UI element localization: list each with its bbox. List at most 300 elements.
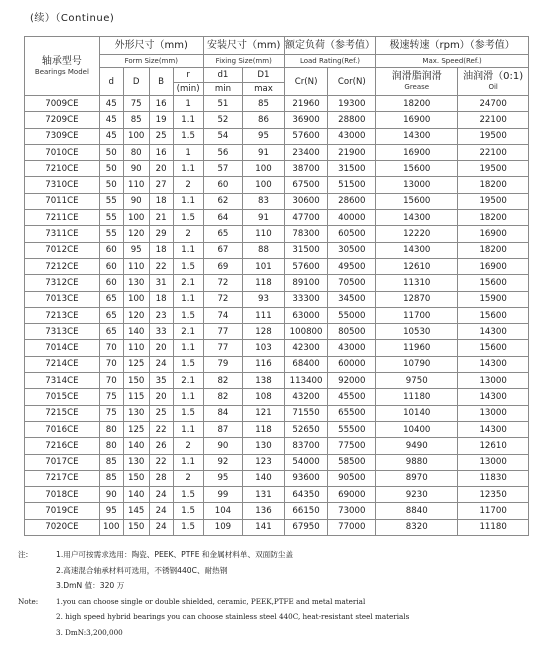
cell-D1-max: 111 (243, 307, 285, 323)
table-row (25, 161, 529, 177)
cell-r: 1.1 (173, 112, 203, 128)
cell-d1-min: 69 (203, 258, 242, 274)
cell-d1-min: 62 (203, 193, 242, 209)
note-en-3: 3. DmN:3,200,000 (56, 627, 123, 637)
cell-r: 1.1 (173, 291, 203, 307)
cell-model: 7014CE (25, 340, 100, 356)
cell-r: 1.5 (173, 503, 203, 519)
cell-D: 110 (123, 177, 149, 193)
cell-d: 45 (99, 112, 123, 128)
cell-cor: 55500 (328, 421, 376, 437)
header-D: D (123, 68, 149, 96)
cell-oil-speed: 12610 (458, 438, 529, 454)
cell-B: 20 (149, 389, 173, 405)
notes-section (18, 547, 409, 641)
cell-B: 18 (149, 242, 173, 258)
cell-model: 7015CE (25, 389, 100, 405)
cell-oil-speed: 11180 (458, 519, 529, 535)
cell-cor: 70500 (328, 275, 376, 291)
cell-model: 7217CE (25, 470, 100, 486)
header-model-en: Bearings Model (34, 67, 89, 76)
header-r: r (173, 68, 203, 83)
cell-D: 140 (123, 438, 149, 454)
cell-cor: 73000 (328, 503, 376, 519)
cell-r: 1.5 (173, 210, 203, 226)
cell-B: 28 (149, 470, 173, 486)
header-grease-cn: 润滑脂润滑 (391, 71, 442, 82)
cell-cor: 51500 (328, 177, 376, 193)
cell-cor: 34500 (328, 291, 376, 307)
header-max-speed-en (376, 55, 529, 68)
cell-cor: 55000 (328, 307, 376, 323)
cell-grease-speed: 8840 (376, 503, 458, 519)
cell-cor: 40000 (328, 210, 376, 226)
cell-cr: 30600 (284, 193, 328, 209)
table-row (25, 389, 529, 405)
note-en-2: 2. high speed hybrid bearings you can choose stainless steel 440C, heat-resistant steel materials (56, 612, 410, 622)
header-load-cn: 额定负荷（参考值） (284, 39, 375, 51)
cell-grease-speed: 14300 (376, 210, 458, 226)
cell-D: 75 (123, 96, 149, 112)
cell-model: 7216CE (25, 438, 100, 454)
cell-d: 50 (99, 177, 123, 193)
cell-grease-speed: 12870 (376, 291, 458, 307)
cell-model: 7009CE (25, 96, 100, 112)
cell-B: 22 (149, 454, 173, 470)
cell-B: 24 (149, 503, 173, 519)
cell-cr: 67950 (284, 519, 328, 535)
cell-d: 55 (99, 226, 123, 242)
cell-D1-max: 101 (243, 258, 285, 274)
header-d: d (99, 68, 123, 96)
cell-r: 2.1 (173, 275, 203, 291)
cell-cr: 64350 (284, 487, 328, 503)
cell-d1-min: 109 (203, 519, 242, 535)
cell-d: 50 (99, 161, 123, 177)
cell-r: 2 (173, 470, 203, 486)
cell-oil-speed: 13000 (458, 454, 529, 470)
cell-oil-speed: 22100 (458, 112, 529, 128)
table-row (25, 421, 529, 437)
header-max-speed (376, 37, 529, 55)
table-row (25, 405, 529, 421)
cell-oil-speed: 22100 (458, 144, 529, 160)
cell-r: 1.1 (173, 242, 203, 258)
cell-cor: 45500 (328, 389, 376, 405)
cell-D1-max: 128 (243, 324, 285, 340)
cell-cor: 92000 (328, 373, 376, 389)
cell-oil-speed: 11700 (458, 503, 529, 519)
cell-model: 7309CE (25, 128, 100, 144)
cell-cr: 68400 (284, 356, 328, 372)
cell-grease-speed: 18200 (376, 96, 458, 112)
cell-d1-min: 92 (203, 454, 242, 470)
cell-oil-speed: 14300 (458, 324, 529, 340)
table-row (25, 144, 529, 160)
cell-model: 7012CE (25, 242, 100, 258)
cell-B: 29 (149, 226, 173, 242)
cell-oil-speed: 14300 (458, 389, 529, 405)
cell-B: 16 (149, 96, 173, 112)
table-row (25, 324, 529, 340)
cell-cor: 30500 (328, 242, 376, 258)
cell-d: 80 (99, 421, 123, 437)
cell-D1-max: 85 (243, 96, 285, 112)
cell-d1-min: 54 (203, 128, 242, 144)
cell-model: 7209CE (25, 112, 100, 128)
note-en-1: 1.you can choose single or double shielded, ceramic, PEEK,PTFE and metal material (56, 596, 366, 606)
cell-grease-speed: 9230 (376, 487, 458, 503)
header-max: max (243, 83, 285, 96)
table-row (25, 340, 529, 356)
cell-d: 65 (99, 324, 123, 340)
table-row (25, 226, 529, 242)
cell-r: 2 (173, 226, 203, 242)
cell-cr: 42300 (284, 340, 328, 356)
cell-grease-speed: 10400 (376, 421, 458, 437)
cell-B: 25 (149, 405, 173, 421)
header-grease (376, 68, 458, 96)
cell-cr: 21960 (284, 96, 328, 112)
table-row (25, 503, 529, 519)
cell-D: 150 (123, 519, 149, 535)
cell-B: 19 (149, 112, 173, 128)
cell-grease-speed: 14300 (376, 128, 458, 144)
table-row (25, 470, 529, 486)
cell-B: 25 (149, 128, 173, 144)
header-oil-en: Oil (488, 83, 498, 91)
cell-D1-max: 100 (243, 177, 285, 193)
header-speed-cn: 极速转速（rpm）（参考值） (389, 39, 515, 51)
cell-d1-min: 74 (203, 307, 242, 323)
cell-model: 7020CE (25, 519, 100, 535)
cell-cr: 67500 (284, 177, 328, 193)
cell-grease-speed: 10140 (376, 405, 458, 421)
header-dims-cn: 外形尺寸（mm) (114, 39, 188, 51)
cell-D: 80 (123, 144, 149, 160)
cell-D1-max: 121 (243, 405, 285, 421)
cell-B: 18 (149, 193, 173, 209)
header-bearing-model (25, 37, 100, 96)
cell-d1-min: 60 (203, 177, 242, 193)
cell-D1-max: 130 (243, 438, 285, 454)
cell-oil-speed: 14300 (458, 421, 529, 437)
cell-cr: 47700 (284, 210, 328, 226)
cell-d: 55 (99, 210, 123, 226)
cell-oil-speed: 12350 (458, 487, 529, 503)
continue-label: (续）（Continue) (30, 13, 115, 24)
cell-d1-min: 72 (203, 291, 242, 307)
cell-cor: 43000 (328, 128, 376, 144)
cell-r: 1.5 (173, 258, 203, 274)
table-row (25, 519, 529, 535)
cell-D1-max: 116 (243, 356, 285, 372)
table-row (25, 128, 529, 144)
table-row (25, 193, 529, 209)
cell-cor: 80500 (328, 324, 376, 340)
cell-d: 55 (99, 193, 123, 209)
cell-B: 31 (149, 275, 173, 291)
cell-cor: 49500 (328, 258, 376, 274)
cell-oil-speed: 15900 (458, 291, 529, 307)
cell-grease-speed: 11700 (376, 307, 458, 323)
cell-oil-speed: 13000 (458, 373, 529, 389)
cell-d: 70 (99, 356, 123, 372)
cell-r: 1.1 (173, 193, 203, 209)
cell-D: 115 (123, 389, 149, 405)
cell-D: 150 (123, 470, 149, 486)
cell-D1-max: 86 (243, 112, 285, 128)
cell-grease-speed: 9880 (376, 454, 458, 470)
cell-B: 18 (149, 291, 173, 307)
cell-cr: 33300 (284, 291, 328, 307)
cell-d: 65 (99, 291, 123, 307)
cell-cr: 23400 (284, 144, 328, 160)
cell-grease-speed: 16900 (376, 112, 458, 128)
table-row (25, 487, 529, 503)
cell-cr: 100800 (284, 324, 328, 340)
cell-d: 85 (99, 454, 123, 470)
header-grease-en: Grease (404, 83, 430, 91)
header-fix-en: Fixing Size(mm) (215, 56, 272, 65)
cell-model: 7213CE (25, 307, 100, 323)
cell-B: 20 (149, 161, 173, 177)
header-dims-en: Form Size(mm) (124, 56, 178, 65)
cell-B: 22 (149, 258, 173, 274)
cell-D1-max: 83 (243, 193, 285, 209)
header-oil (458, 68, 529, 96)
cell-r: 1.5 (173, 519, 203, 535)
cell-grease-speed: 11180 (376, 389, 458, 405)
cell-r: 1.5 (173, 487, 203, 503)
cell-D1-max: 140 (243, 470, 285, 486)
cell-oil-speed: 11830 (458, 470, 529, 486)
cell-r: 2.1 (173, 373, 203, 389)
cell-r: 1.5 (173, 356, 203, 372)
cell-cr: 36900 (284, 112, 328, 128)
cell-grease-speed: 9490 (376, 438, 458, 454)
cell-cor: 60500 (328, 226, 376, 242)
cell-cor: 58500 (328, 454, 376, 470)
cell-d1-min: 72 (203, 275, 242, 291)
cell-D1-max: 141 (243, 519, 285, 535)
cell-D: 125 (123, 421, 149, 437)
cell-D: 140 (123, 324, 149, 340)
cell-cr: 43200 (284, 389, 328, 405)
cell-D: 110 (123, 340, 149, 356)
cell-oil-speed: 13000 (458, 405, 529, 421)
notes-cn-label: 注: (18, 550, 29, 559)
cell-model: 7013CE (25, 291, 100, 307)
cell-grease-speed: 11960 (376, 340, 458, 356)
cell-model: 7215CE (25, 405, 100, 421)
cell-oil-speed: 18200 (458, 242, 529, 258)
table-row (25, 454, 529, 470)
cell-d1-min: 57 (203, 161, 242, 177)
cell-B: 24 (149, 356, 173, 372)
header-fix-cn: 安装尺寸（mm) (207, 39, 281, 51)
cell-D: 100 (123, 291, 149, 307)
cell-r: 1.5 (173, 405, 203, 421)
cell-oil-speed: 19500 (458, 193, 529, 209)
cell-D: 150 (123, 373, 149, 389)
cell-cr: 31500 (284, 242, 328, 258)
cell-r: 1.1 (173, 421, 203, 437)
cell-B: 26 (149, 438, 173, 454)
cell-grease-speed: 8970 (376, 470, 458, 486)
note-cn-1: 1.用户可按需求选用：陶瓷、PEEK、PTFE 和金属材料单、双面防尘盖 (56, 550, 294, 559)
cell-d1-min: 82 (203, 389, 242, 405)
cell-cor: 19300 (328, 96, 376, 112)
cell-D: 85 (123, 112, 149, 128)
cell-model: 7214CE (25, 356, 100, 372)
cell-cor: 28600 (328, 193, 376, 209)
header-d1: d1 (203, 68, 242, 83)
table-row (25, 112, 529, 128)
table-row (25, 177, 529, 193)
cell-cr: 93600 (284, 470, 328, 486)
cell-oil-speed: 18200 (458, 177, 529, 193)
cell-d1-min: 52 (203, 112, 242, 128)
cell-oil-speed: 15600 (458, 307, 529, 323)
cell-D1-max: 91 (243, 144, 285, 160)
cell-grease-speed: 8320 (376, 519, 458, 535)
cell-model: 7018CE (25, 487, 100, 503)
cell-cor: 90500 (328, 470, 376, 486)
cell-oil-speed: 19500 (458, 161, 529, 177)
cell-D: 145 (123, 503, 149, 519)
cell-B: 22 (149, 421, 173, 437)
bearing-spec-table (24, 36, 529, 536)
cell-D1-max: 138 (243, 373, 285, 389)
cell-cr: 83700 (284, 438, 328, 454)
cell-oil-speed: 16900 (458, 226, 529, 242)
cell-grease-speed: 9750 (376, 373, 458, 389)
cell-grease-speed: 12220 (376, 226, 458, 242)
cell-d: 90 (99, 487, 123, 503)
header-load-en: Load Rating(Ref.) (299, 56, 361, 65)
cell-D: 90 (123, 193, 149, 209)
cell-cr: 38700 (284, 161, 328, 177)
cell-model: 7314CE (25, 373, 100, 389)
cell-cor: 60000 (328, 356, 376, 372)
cell-d: 50 (99, 144, 123, 160)
cell-d: 60 (99, 275, 123, 291)
cell-B: 16 (149, 144, 173, 160)
table-row (25, 307, 529, 323)
header-cr: Cr(N) (284, 68, 328, 96)
cell-oil-speed: 15600 (458, 275, 529, 291)
cell-cr: 52650 (284, 421, 328, 437)
cell-D: 130 (123, 454, 149, 470)
cell-oil-speed: 15600 (458, 340, 529, 356)
cell-d: 70 (99, 373, 123, 389)
notes-en-label: Note: (18, 596, 39, 606)
cell-r: 1 (173, 96, 203, 112)
cell-r: 1 (173, 144, 203, 160)
cell-d: 65 (99, 307, 123, 323)
cell-model: 7010CE (25, 144, 100, 160)
cell-d: 45 (99, 128, 123, 144)
header-B: B (149, 68, 173, 96)
cell-D1-max: 93 (243, 291, 285, 307)
cell-model: 7011CE (25, 193, 100, 209)
cell-B: 27 (149, 177, 173, 193)
cell-model: 7310CE (25, 177, 100, 193)
cell-d1-min: 87 (203, 421, 242, 437)
table-row (25, 356, 529, 372)
cell-d1-min: 56 (203, 144, 242, 160)
cell-B: 35 (149, 373, 173, 389)
cell-D: 95 (123, 242, 149, 258)
cell-model: 7313CE (25, 324, 100, 340)
cell-d: 75 (99, 405, 123, 421)
table-body (25, 96, 529, 536)
cell-r: 2.1 (173, 324, 203, 340)
cell-model: 7312CE (25, 275, 100, 291)
table-row (25, 438, 529, 454)
header-fixing-size (203, 37, 284, 55)
cell-grease-speed: 10530 (376, 324, 458, 340)
cell-d1-min: 67 (203, 242, 242, 258)
cell-oil-speed: 19500 (458, 128, 529, 144)
cell-r: 1.5 (173, 128, 203, 144)
cell-B: 23 (149, 307, 173, 323)
cell-D1-max: 118 (243, 275, 285, 291)
cell-cr: 54000 (284, 454, 328, 470)
cell-cor: 43000 (328, 340, 376, 356)
cell-d1-min: 99 (203, 487, 242, 503)
cell-B: 33 (149, 324, 173, 340)
cell-d: 85 (99, 470, 123, 486)
header-form-size (99, 37, 203, 55)
cell-d: 45 (99, 96, 123, 112)
cell-D1-max: 100 (243, 161, 285, 177)
cell-r: 1.5 (173, 307, 203, 323)
cell-d: 95 (99, 503, 123, 519)
table-row (25, 291, 529, 307)
cell-d1-min: 84 (203, 405, 242, 421)
cell-cr: 113400 (284, 373, 328, 389)
header-min: min (203, 83, 242, 96)
header-load-rating (284, 37, 375, 55)
cell-cor: 21900 (328, 144, 376, 160)
header-oil-cn: 油润滑（0:1) (463, 71, 524, 82)
cell-oil-speed: 16900 (458, 258, 529, 274)
table-row (25, 242, 529, 258)
cell-model: 7212CE (25, 258, 100, 274)
cell-d1-min: 104 (203, 503, 242, 519)
cell-d1-min: 77 (203, 324, 242, 340)
cell-d1-min: 64 (203, 210, 242, 226)
cell-grease-speed: 13000 (376, 177, 458, 193)
cell-r: 1.1 (173, 340, 203, 356)
cell-grease-speed: 15600 (376, 161, 458, 177)
cell-cr: 71550 (284, 405, 328, 421)
table-row (25, 373, 529, 389)
cell-D1-max: 118 (243, 421, 285, 437)
table-row (25, 96, 529, 112)
cell-D1-max: 91 (243, 210, 285, 226)
cell-d: 100 (99, 519, 123, 535)
cell-D1-max: 108 (243, 389, 285, 405)
cell-model: 7211CE (25, 210, 100, 226)
cell-D: 110 (123, 258, 149, 274)
header-cor: Cor(N) (328, 68, 376, 96)
cell-oil-speed: 14300 (458, 356, 529, 372)
cell-cr: 89100 (284, 275, 328, 291)
cell-D: 100 (123, 210, 149, 226)
